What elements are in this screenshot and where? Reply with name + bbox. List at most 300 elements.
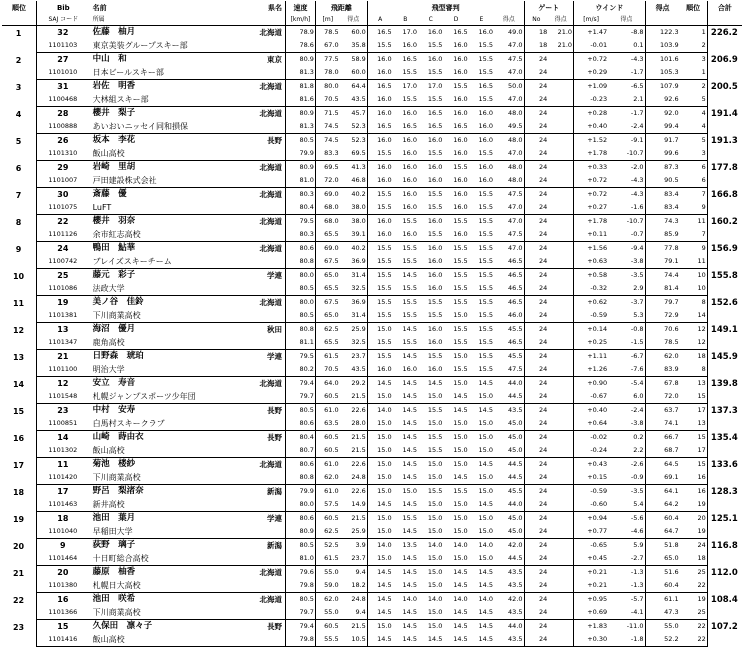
round-points-cell: 60.4 [664, 514, 679, 522]
table-row [2, 323, 742, 337]
wind-points-cell: 6.0 [608, 390, 645, 404]
judge-a-cell: 14.0 [377, 541, 392, 549]
judge-a-cell: 14.5 [367, 633, 392, 647]
round-rank-cell: 12 [680, 323, 708, 337]
judge-a-cell: 16.5 [377, 28, 392, 36]
gate-points-cell [548, 282, 573, 296]
round-points-cell: 79.7 [664, 298, 679, 306]
header-round-rank: 順位 [680, 1, 708, 14]
judge-d-cell: 15.5 [443, 336, 468, 350]
wind-speed-cell: +0.45 [574, 552, 609, 566]
table-row [2, 215, 742, 229]
round-points-cell: 72.0 [645, 390, 680, 404]
judge-a-cell: 15.5 [367, 201, 392, 215]
round-rank-cell: 2 [680, 80, 708, 94]
judge-points-cell: 45.0 [494, 512, 524, 526]
bib-cell: 14 [57, 433, 69, 442]
distance-points-cell: 69.5 [340, 147, 368, 161]
round-rank-cell: 8 [680, 363, 708, 377]
distance-points-cell: 46.8 [340, 174, 368, 188]
prefecture: 新潟 [226, 539, 286, 553]
wind-points-cell: -4.3 [608, 188, 645, 202]
round-points-cell: 55.0 [664, 622, 679, 630]
round-rank-cell: 3 [680, 53, 708, 67]
judge-d-cell: 14.5 [443, 633, 468, 647]
judge-c-cell: 15.5 [427, 487, 443, 495]
wind-points-cell: 5.9 [608, 539, 645, 553]
header-wind-points: 得点 [608, 14, 645, 26]
gate-no-cell: 24 [538, 217, 548, 225]
judge-points-cell: 48.0 [494, 174, 524, 188]
round-rank-cell: 15 [680, 390, 708, 404]
judge-b-cell: 14.5 [393, 552, 418, 566]
judge-d-cell: 16.0 [443, 228, 468, 242]
distance-points-cell: 23.7 [340, 552, 368, 566]
header-dist-unit: [m] [315, 14, 339, 26]
judge-d-cell: 16.5 [453, 28, 468, 36]
judge-points-cell: 46.5 [494, 255, 524, 269]
distance-cell: 60.5 [315, 390, 339, 404]
gate-no-cell: 24 [524, 498, 548, 512]
club-name: 白馬村スキークラブ [90, 417, 226, 431]
bib-cell: 18 [57, 514, 69, 523]
judge-d-cell: 16.0 [443, 201, 468, 215]
wind-speed-cell: +0.94 [587, 514, 608, 522]
round-points-cell: 122.3 [659, 28, 679, 36]
wind-speed-cell: +0.72 [587, 55, 608, 63]
total-score: 160.2 [710, 216, 738, 227]
gate-no-cell: 24 [538, 298, 548, 306]
rank-cell: 4 [2, 107, 37, 134]
judge-e-cell: 15.0 [469, 552, 494, 566]
prefecture: 北海道 [226, 377, 286, 391]
judge-e-cell: 15.5 [469, 363, 494, 377]
gate-points-cell [548, 498, 573, 512]
judge-a-cell: 15.5 [367, 336, 392, 350]
judge-c-cell: 16.0 [418, 255, 443, 269]
judge-d-cell: 14.5 [453, 568, 468, 576]
prefecture: 北海道 [226, 80, 286, 94]
wind-speed-cell: +0.64 [574, 417, 609, 431]
round-points-cell: 74.1 [645, 417, 680, 431]
gate-no-cell: 24 [538, 271, 548, 279]
saj-code: 1101126 [37, 228, 90, 242]
judge-c-cell: 15.5 [418, 93, 443, 107]
prefecture: 長野 [226, 620, 286, 634]
gate-no-cell: 24 [538, 433, 548, 441]
judge-b-cell: 15.5 [402, 217, 417, 225]
wind-speed-cell: -0.01 [574, 39, 609, 53]
gate-no-cell: 24 [538, 406, 548, 414]
wind-speed-cell: +1.52 [587, 136, 608, 144]
rank-cell: 11 [2, 296, 37, 323]
table-row [2, 579, 742, 593]
judge-points-cell: 44.5 [494, 471, 524, 485]
wind-points-cell: -8.8 [608, 26, 645, 40]
table-row [2, 282, 742, 296]
bib-cell: 20 [57, 568, 69, 577]
judge-e-cell: 15.0 [469, 444, 494, 458]
total-score: 156.9 [710, 243, 738, 254]
round-points-cell: 103.9 [645, 39, 680, 53]
distance-cell: 63.5 [315, 417, 339, 431]
judge-a-cell: 15.0 [377, 622, 392, 630]
distance-points-cell: 29.2 [340, 377, 368, 391]
judge-d-cell: 15.5 [443, 363, 468, 377]
gate-points-cell [548, 350, 573, 364]
prefecture-blank [226, 390, 286, 404]
round-rank-cell: 4 [680, 120, 708, 134]
gate-no-cell: 24 [538, 163, 548, 171]
club-name: 十日町総合高校 [90, 552, 226, 566]
speed-cell: 80.5 [286, 539, 316, 553]
speed-cell: 80.0 [286, 269, 316, 283]
wind-speed-cell: +0.28 [587, 109, 608, 117]
athlete-name: 鴨田 鮎華 [92, 243, 136, 253]
judge-c-cell: 14.0 [427, 595, 443, 603]
judge-d-cell: 15.0 [443, 444, 468, 458]
judge-points-cell: 45.0 [494, 417, 524, 431]
judge-b-cell: 14.5 [402, 271, 417, 279]
judge-points-cell: 47.5 [494, 188, 524, 202]
wind-points-cell: -3.8 [608, 417, 645, 431]
judge-e-cell: 15.5 [478, 352, 494, 360]
wind-points-cell: -11.0 [608, 620, 645, 634]
round-rank-cell: 17 [680, 404, 708, 418]
gate-no-cell: 24 [524, 309, 548, 323]
judge-b-cell: 15.5 [393, 255, 418, 269]
round-rank-cell: 19 [680, 593, 708, 607]
gate-points-cell [548, 80, 573, 94]
distance-cell: 65.0 [324, 271, 339, 279]
round-rank-cell: 18 [680, 552, 708, 566]
wind-points-cell: -5.7 [608, 593, 645, 607]
table-row [2, 566, 742, 580]
speed-cell: 80.0 [286, 498, 316, 512]
judge-points-cell: 45.0 [494, 444, 524, 458]
judge-points-cell: 49.0 [494, 26, 524, 40]
prefecture-blank [226, 201, 286, 215]
total-score: 107.2 [710, 621, 738, 632]
rank-cell: 15 [2, 404, 37, 431]
judge-d-cell: 15.0 [443, 525, 468, 539]
gate-points-cell [548, 66, 573, 80]
athlete-name: 坂本 李花 [92, 135, 136, 145]
prefecture: 学連 [226, 350, 286, 364]
judge-points-cell: 45.5 [494, 485, 524, 499]
distance-points-cell: 36.9 [340, 296, 368, 310]
round-points-cell: 70.6 [664, 325, 679, 333]
saj-code: 1101381 [37, 309, 90, 323]
judge-a-cell: 15.5 [377, 298, 392, 306]
header-gate: ゲート [524, 1, 574, 14]
distance-points-cell: 21.5 [340, 620, 368, 634]
wind-speed-cell: +0.72 [574, 174, 609, 188]
header-gate-points: 得点 [548, 14, 573, 26]
table-row [2, 350, 742, 364]
distance-cell: 60.5 [324, 514, 339, 522]
round-points-cell: 92.0 [664, 109, 679, 117]
saj-code: 1101302 [37, 444, 90, 458]
prefecture: 北海道 [226, 188, 286, 202]
judge-a-cell: 16.0 [367, 174, 392, 188]
club-name: 札幌日大高校 [90, 579, 226, 593]
gate-points-cell [548, 620, 573, 634]
judge-c-cell: 15.0 [418, 471, 443, 485]
gate-points-cell [548, 336, 573, 350]
judge-b-cell: 15.5 [393, 282, 418, 296]
round-rank-cell: 6 [680, 174, 708, 188]
prefecture: 北海道 [226, 215, 286, 229]
speed-cell: 81.6 [286, 93, 316, 107]
gate-no-cell: 24 [538, 55, 548, 63]
speed-cell: 79.5 [286, 350, 316, 364]
bib-cell: 19 [57, 298, 69, 307]
judge-d-cell: 15.5 [453, 298, 468, 306]
judge-a-cell: 16.0 [377, 136, 392, 144]
club-name: 札幌ジャンプスポーツ少年団 [90, 390, 226, 404]
wind-speed-cell: +0.14 [587, 325, 608, 333]
distance-cell: 68.0 [324, 217, 339, 225]
gate-no-cell: 24 [538, 460, 548, 468]
wind-points-cell: -6.7 [608, 350, 645, 364]
judge-a-cell: 15.5 [367, 147, 392, 161]
gate-points-cell [548, 120, 573, 134]
distance-points-cell: 39.1 [340, 228, 368, 242]
wind-speed-cell: +0.62 [587, 298, 608, 306]
gate-points-cell [548, 593, 573, 607]
distance-points-cell: 9.4 [340, 606, 368, 620]
gate-points-cell [548, 566, 573, 580]
judge-d-cell: 16.0 [443, 147, 468, 161]
club-name: 日本ビールスキー部 [90, 66, 226, 80]
judge-c-cell: 16.0 [427, 244, 443, 252]
gate-no-cell: 24 [538, 379, 548, 387]
distance-points-cell: 3.9 [340, 539, 368, 553]
gate-points-cell [548, 512, 573, 526]
gate-points-cell: 21.0 [548, 39, 573, 53]
speed-cell: 79.7 [286, 390, 316, 404]
gate-no-cell: 18 [524, 39, 548, 53]
wind-points-cell: -0.8 [608, 323, 645, 337]
club-name: 明治大学 [90, 363, 226, 377]
distance-points-cell: 60.0 [340, 26, 368, 40]
prefecture-blank [226, 93, 286, 107]
judge-c-cell: 15.0 [427, 514, 443, 522]
prefecture-blank [226, 471, 286, 485]
gate-points-cell [548, 269, 573, 283]
header-judges: 飛型審判 [367, 1, 524, 14]
judge-d-cell: 15.0 [453, 433, 468, 441]
judge-d-cell: 14.0 [453, 541, 468, 549]
judge-a-cell: 15.0 [367, 444, 392, 458]
judge-b-cell: 16.0 [393, 363, 418, 377]
judge-points-cell: 47.0 [494, 93, 524, 107]
prefecture-blank [226, 606, 286, 620]
rank-cell: 2 [2, 53, 37, 80]
bib-cell: 23 [57, 406, 69, 415]
wind-speed-cell: +0.33 [587, 163, 608, 171]
judge-points-cell: 42.0 [494, 539, 524, 553]
rank-cell: 14 [2, 377, 37, 404]
rank-cell: 10 [2, 269, 37, 296]
gate-points-cell [548, 633, 573, 647]
total-score: 137.3 [710, 405, 738, 416]
judge-c-cell: 15.5 [427, 352, 443, 360]
bib-cell: 15 [57, 622, 69, 631]
athlete-name: 荻野 璃子 [92, 540, 136, 550]
judge-b-cell: 16.0 [393, 201, 418, 215]
judge-e-cell: 15.5 [478, 55, 494, 63]
prefecture-blank [226, 39, 286, 53]
wind-speed-cell: +0.58 [587, 271, 608, 279]
round-points-cell: 87.3 [664, 163, 679, 171]
gate-points-cell [548, 161, 573, 175]
round-rank-cell: 15 [680, 431, 708, 445]
judge-b-cell: 15.0 [402, 487, 417, 495]
judge-e-cell: 15.5 [478, 298, 494, 306]
round-rank-cell: 13 [680, 377, 708, 391]
speed-cell: 80.5 [286, 134, 316, 148]
judge-c-cell: 16.5 [418, 120, 443, 134]
wind-points-cell: 2.9 [608, 282, 645, 296]
table-row [2, 26, 742, 40]
rank-cell: 19 [2, 512, 37, 539]
judge-points-cell: 46.5 [494, 336, 524, 350]
saj-code: 1100851 [37, 417, 90, 431]
judge-c-cell: 16.0 [418, 282, 443, 296]
judge-b-cell: 16.0 [402, 163, 417, 171]
gate-no-cell: 24 [524, 633, 548, 647]
wind-speed-cell: +0.77 [574, 525, 609, 539]
club-name: 鹿角高校 [90, 336, 226, 350]
speed-cell: 79.7 [286, 606, 316, 620]
speed-cell: 81.0 [286, 552, 316, 566]
wind-points-cell: -1.8 [608, 633, 645, 647]
total-score: 226.2 [710, 28, 738, 38]
judge-a-cell: 16.0 [377, 109, 392, 117]
judge-points-cell: 44.5 [494, 552, 524, 566]
gate-points-cell [548, 242, 573, 256]
table-row [2, 620, 742, 634]
gate-no-cell: 24 [524, 579, 548, 593]
athlete-name: 中山 和 [92, 54, 127, 64]
wind-points-cell: -2.0 [608, 161, 645, 175]
distance-cell: 59.0 [315, 579, 339, 593]
gate-points-cell [548, 134, 573, 148]
judge-points-cell: 44.5 [494, 390, 524, 404]
bib-cell: 22 [57, 217, 69, 226]
wind-speed-cell: +0.30 [574, 633, 609, 647]
header-rank: 順位 [2, 1, 37, 14]
table-row [2, 512, 742, 526]
rank-cell: 17 [2, 458, 37, 485]
distance-points-cell: 41.3 [340, 161, 368, 175]
judge-c-cell: 15.0 [418, 390, 443, 404]
rank-cell: 7 [2, 188, 37, 215]
round-points-cell: 64.5 [664, 460, 679, 468]
judge-b-cell: 14.5 [402, 460, 417, 468]
distance-cell: 61.0 [324, 460, 339, 468]
judge-points-cell: 49.5 [494, 120, 524, 134]
judge-c-cell: 15.5 [418, 39, 443, 53]
header-judge-d: D [443, 14, 468, 26]
judge-c-cell: 15.0 [427, 568, 443, 576]
wind-points-cell: -2.6 [608, 458, 645, 472]
judge-d-cell: 15.5 [453, 487, 468, 495]
judge-d-cell: 14.5 [453, 406, 468, 414]
judge-a-cell: 15.0 [367, 525, 392, 539]
judge-b-cell: 16.0 [393, 228, 418, 242]
gate-points-cell [548, 606, 573, 620]
judge-d-cell: 15.5 [453, 163, 468, 171]
distance-points-cell: 25.9 [340, 323, 368, 337]
round-points-cell: 63.7 [664, 406, 679, 414]
judge-b-cell: 16.0 [402, 109, 417, 117]
judge-b-cell: 16.0 [402, 136, 417, 144]
judge-a-cell: 15.0 [377, 514, 392, 522]
rank-cell: 8 [2, 215, 37, 242]
total-score: 191.3 [710, 135, 738, 146]
wind-points-cell: 0.1 [608, 39, 645, 53]
wind-points-cell: -0.7 [608, 228, 645, 242]
distance-cell: 77.5 [324, 55, 339, 63]
wind-points-cell: -1.5 [608, 336, 645, 350]
distance-cell: 67.5 [324, 298, 339, 306]
wind-points-cell: -4.3 [608, 174, 645, 188]
gate-no-cell: 24 [538, 244, 548, 252]
distance-cell: 62.0 [315, 471, 339, 485]
athlete-name: 山崎 蒔由衣 [92, 432, 144, 442]
club-name: ブレイズスキーチーム [90, 255, 226, 269]
judge-b-cell: 14.5 [402, 568, 417, 576]
judge-a-cell: 16.0 [367, 363, 392, 377]
gate-points-cell [548, 147, 573, 161]
gate-no-cell: 24 [538, 352, 548, 360]
gate-points-cell [548, 471, 573, 485]
distance-cell: 65.5 [315, 282, 339, 296]
distance-points-cell: 45.7 [340, 107, 368, 121]
athlete-name: 中村 安寿 [92, 405, 136, 415]
speed-cell: 80.6 [286, 512, 316, 526]
judge-d-cell: 15.5 [453, 271, 468, 279]
judge-d-cell: 16.0 [453, 190, 468, 198]
speed-cell: 80.9 [286, 53, 316, 67]
club-name: 新井高校 [90, 498, 226, 512]
distance-points-cell: 24.8 [340, 471, 368, 485]
judge-c-cell: 16.5 [427, 109, 443, 117]
wind-speed-cell: +1.78 [574, 147, 609, 161]
wind-points-cell: -4.6 [608, 525, 645, 539]
distance-cell: 80.0 [324, 82, 339, 90]
speed-cell: 80.6 [286, 458, 316, 472]
header-bib: Bib [56, 4, 70, 12]
bib-cell: 28 [57, 109, 69, 118]
judge-d-cell: 16.0 [443, 93, 468, 107]
wind-speed-cell: -0.60 [574, 498, 609, 512]
judge-a-cell: 15.0 [367, 552, 392, 566]
judge-e-cell: 15.5 [469, 39, 494, 53]
gate-points-cell [548, 539, 573, 553]
wind-speed-cell: -0.32 [574, 282, 609, 296]
judge-e-cell: 16.0 [469, 120, 494, 134]
judge-e-cell: 15.5 [478, 325, 494, 333]
judge-points-cell: 46.5 [494, 269, 524, 283]
distance-cell: 55.0 [324, 568, 339, 576]
table-row [2, 606, 742, 620]
prefecture-blank [226, 309, 286, 323]
judge-points-cell: 47.0 [494, 215, 524, 229]
